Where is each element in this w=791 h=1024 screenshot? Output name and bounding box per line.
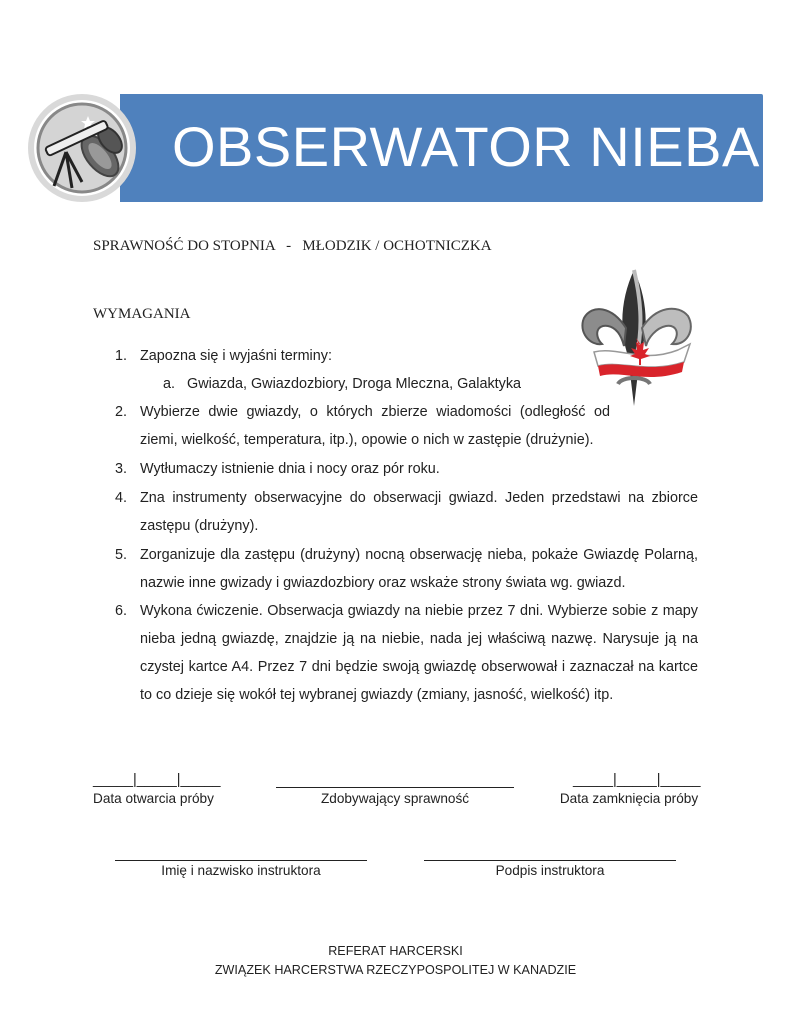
requirement-item: 1. Zapozna się i wyjaśni terminy: [115, 348, 332, 364]
badge-level-subtitle: SPRAWNOŚĆ DO STOPNIA - MŁODZIK / OCHOTNICZKA [93, 238, 492, 254]
instructor-signature-line[interactable] [424, 860, 676, 861]
requirements-heading: WYMAGANIA [93, 306, 191, 322]
scout-fleur-de-lis-icon [578, 266, 702, 414]
telescope-badge-icon [26, 94, 138, 202]
candidate-label: Zdobywający sprawność [320, 791, 470, 806]
instructor-signature-label: Podpis instruktora [495, 863, 605, 878]
date-open-field[interactable]: _____|_____|_____ [93, 772, 221, 788]
requirement-item: 2. Wybierze dwie gwiazdy, o których zbierze wiadomości (odległość od ziemi, wielkość, temperatura, itp.), opowie o nich w zastępie (drużynie). [115, 404, 610, 448]
date-close-field[interactable]: _____|_____|_____ [573, 772, 701, 788]
requirement-item: 6. Wykona ćwiczenie. Obserwacja gwiazdy na niebie przez 7 dni. Wybierze sobie z mapy nieba jedną gwiazdę, znajdzie ją na niebie, nada jej właściwą nazwę. Narysuje ją na czystej kartce A4. Przez 7 dni będzie swoją gwiazdę obserwował i zaznaczał na kartce to co dzieje się wokół tej wybranej gwiazdy (zmiany, jasność, wielkość) itp. [115, 603, 698, 703]
footer-organization: ZWIĄZEK HARCERSTWA RZECZYPOSPOLITEJ W KANADZIE [214, 963, 577, 977]
requirement-item: 5. Zorganizuje dla zastępu (drużyny) nocną obserwację nieba, pokaże Gwiazdę Polarną, nazwie inne gwizady i gwiazdozbiory oraz wskaże strony świata wg. gwiazd. [115, 547, 698, 591]
requirement-item: 3. Wytłumaczy istnienie dnia i nocy oraz pór roku. [115, 461, 440, 477]
page-title: OBSERWATOR NIEBA [172, 115, 760, 178]
date-close-label: Data zamknięcia próby [559, 791, 699, 806]
date-open-label: Data otwarcia próby [93, 791, 214, 806]
instructor-name-line[interactable] [115, 860, 367, 861]
candidate-signature-line[interactable] [276, 787, 514, 788]
instructor-name-label: Imię i nazwisko instruktora [161, 863, 321, 878]
footer-department: REFERAT HARCERSKI [328, 944, 463, 958]
requirement-item: 4. Zna instrumenty obserwacyjne do obserwacji gwiazd. Jeden przedstawi na zbiorce zastępu (drużyny). [115, 490, 698, 534]
requirement-sub-item: a. Gwiazda, Gwiazdozbiory, Droga Mleczna, Galaktyka [163, 376, 522, 392]
